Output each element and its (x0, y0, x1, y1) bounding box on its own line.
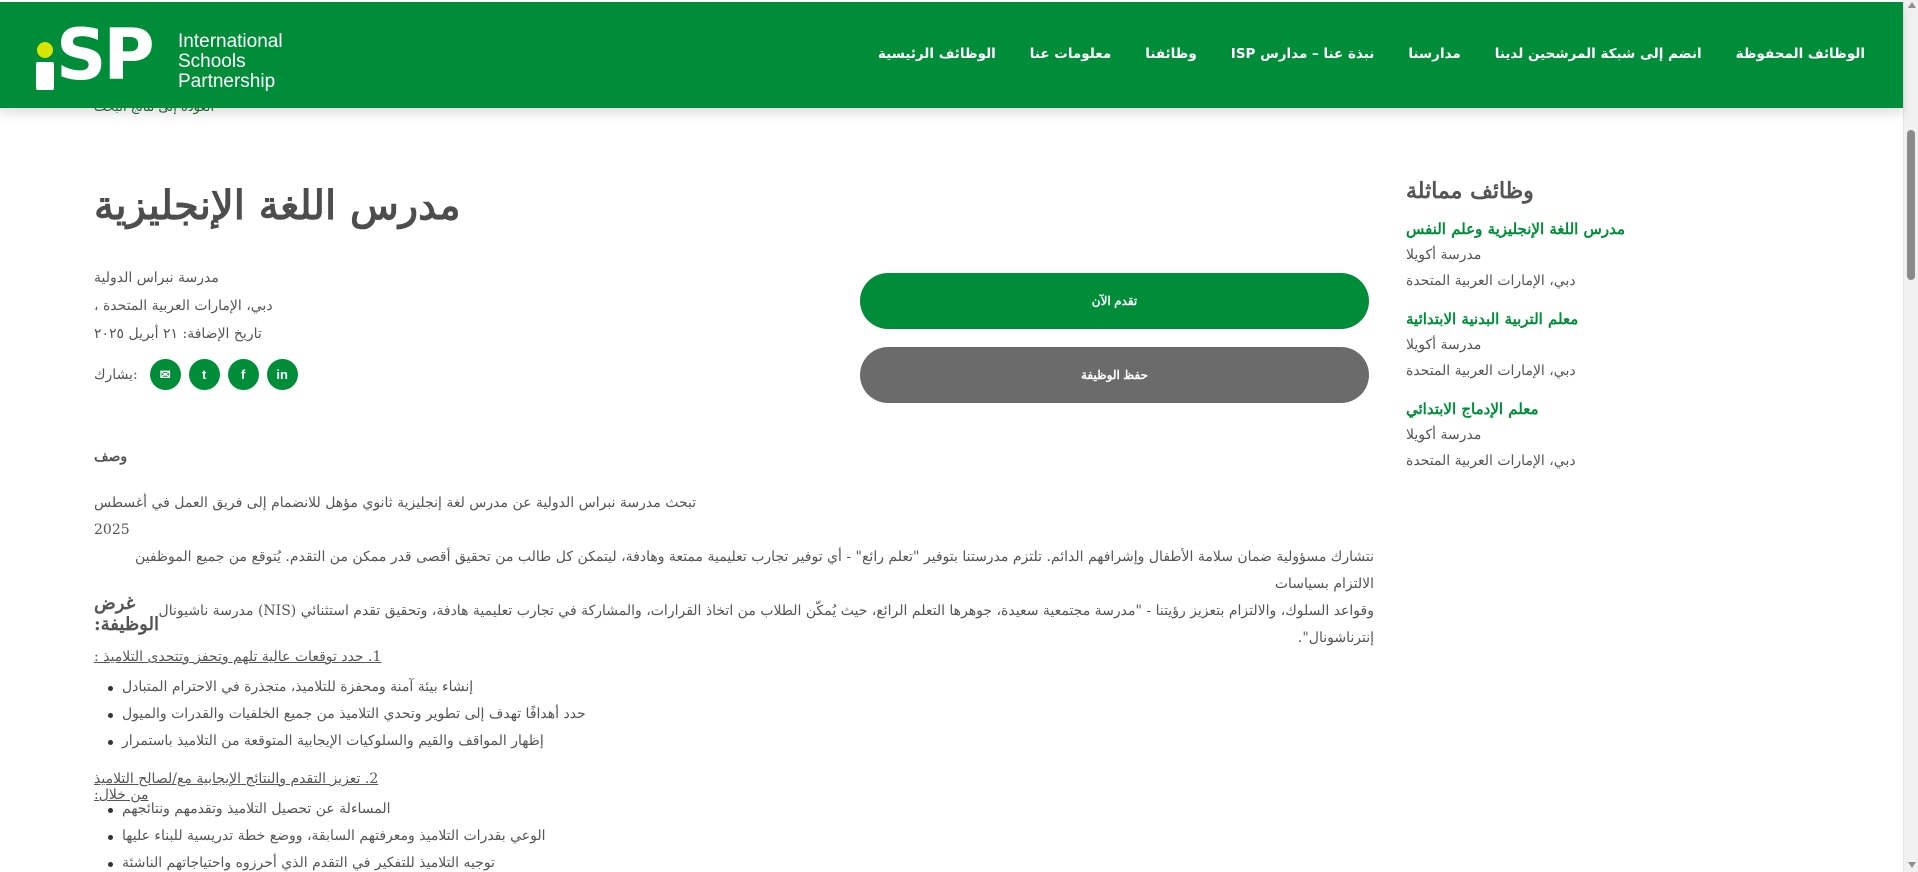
email-icon[interactable]: ✉ (150, 359, 181, 390)
list-item: إنشاء بيئة آمنة ومحفزة للتلاميذ، متجذرة في الاحترام المتبادل (94, 674, 694, 701)
purpose-list (94, 674, 1374, 755)
similar-job-item (1406, 396, 1706, 474)
list-item: المساءلة عن تحصيل التلاميذ وتقدمهم ونتائجهم (94, 796, 694, 823)
page-title: مدرس اللغة الإنجليزية (94, 182, 461, 229)
nav-about-isp-schools[interactable]: ISP نبذة عنا – مدارس (1230, 46, 1375, 62)
nav-about-us[interactable]: معلومات عنا (1029, 46, 1112, 62)
similar-job-link[interactable]: معلم الإدماج الابتدائي (1406, 400, 1539, 418)
similar-job-school: مدرسة أكويلا (1406, 427, 1482, 443)
logo-mark (36, 14, 168, 96)
linkedin-icon[interactable]: in (267, 359, 298, 390)
description-paragraph: نتشارك مسؤولية ضمان سلامة الأطفال وإشرافهم الدائم. تلتزم مدرستنا بتوفير "تعلم رائع" - أي توفير تجارب تعليمية ممتعة وهادفة، ليتمكن كل طالب من تحقيق أقصى قدر ممكن من التقدم. يُتوقع من جميع الموظفين الالتزام بسياسات (134, 549, 1374, 592)
nav-join-talent-network[interactable]: انضم إلى شبكة المرشحين لدينا (1494, 46, 1702, 62)
logo-text-line: International (178, 31, 283, 52)
logo-text-line: Partnership (178, 71, 276, 92)
nav-our-schools[interactable]: مدارسنا (1408, 46, 1461, 62)
similar-job-location: دبي، الإمارات العربية المتحدة (1406, 273, 1576, 289)
scroll-thumb[interactable] (1907, 130, 1915, 280)
similar-job-item (1406, 216, 1706, 294)
similar-job-item (1406, 306, 1706, 384)
purpose-subheading: 2. تعزيز التقدم والنتائج الإيجابية مع/لصالح التلاميذ من خلال: (94, 771, 379, 803)
similar-job-school: مدرسة أكويلا (1406, 247, 1482, 263)
scroll-down-arrow-icon[interactable] (1908, 862, 1916, 868)
logo-text-line: Schools (178, 51, 246, 72)
similar-jobs-title: وظائف مماثلة (1406, 178, 1534, 204)
purpose-subheading: 1. حدد توقعات عالية تلهم وتحفز وتتحدى التلاميذ : (94, 649, 382, 665)
job-meta (94, 264, 314, 348)
nav-our-jobs[interactable]: وظائفنا (1145, 46, 1197, 62)
site-header (0, 2, 1903, 108)
job-school: مدرسة نبراس الدولية (94, 270, 219, 286)
nav-main-jobs[interactable]: الوظائف الرئيسية (877, 46, 996, 62)
similar-job-school: مدرسة أكويلا (1406, 337, 1482, 353)
facebook-icon[interactable]: f (228, 359, 259, 390)
description-body (94, 490, 1374, 652)
list-item: إظهار المواقف والقيم والسلوكيات الإيجابية المتوقعة من التلاميذ باستمرار (94, 728, 694, 755)
list-item: حدد أهدافًا تهدف إلى تطوير وتحدي التلاميذ من جميع الخلفيات والقدرات والميول (94, 701, 694, 728)
similar-jobs-sidebar (1406, 178, 1706, 486)
job-posted-date: تاريخ الإضافة: ٢١ أبريل ٢٠٢٥ (94, 326, 262, 342)
list-item: توجيه التلاميذ للتفكير في التقدم الذي أحرزوه واحتياجاتهم الناشئة (94, 850, 694, 872)
logo-dot (37, 42, 53, 58)
description-paragraph: وقواعد السلوك، والالتزام بتعزيز رؤيتنا - "مدرسة مجتمعية سعيدة، جوهرها التعلم الرائع، حيث يُمكّن الطلاب من اتخاذ القرارات، والمشاركة في تجارب تعليمية هادفة، وتحقيق تقدم استثنائي (NIS) مدرسة ناشيونال إنترناشونال". (158, 603, 1374, 646)
similar-job-location: دبي، الإمارات العربية المتحدة (1406, 363, 1576, 379)
share-label: يشارك: (94, 366, 138, 383)
similar-job-link[interactable]: مدرس اللغة الإنجليزية وعلم النفس (1406, 220, 1626, 238)
isp-logo[interactable] (36, 14, 283, 96)
page-scrollbar[interactable] (1903, 0, 1918, 872)
description-paragraph: تبحث مدرسة نبراس الدولية عن مدرس لغة إنجليزية ثانوي مؤهل للانضمام إلى فريق العمل في أغسطس 2025 (94, 495, 697, 538)
job-location: دبي، الإمارات العربية المتحدة ، (94, 298, 273, 314)
description-heading: وصف (94, 449, 128, 465)
scroll-up-arrow-icon[interactable] (1908, 2, 1916, 8)
purpose-list (94, 796, 1374, 872)
job-purpose-heading: غرض الوظيفة: (94, 593, 159, 635)
similar-job-link[interactable]: معلم التربية البدنية الابتدائية (1406, 310, 1579, 328)
apply-now-button[interactable]: تقدم الآن (860, 273, 1369, 329)
save-job-button[interactable]: حفظ الوظيفة (860, 347, 1369, 403)
logo-i-stem (36, 62, 54, 90)
twitter-icon[interactable]: t (189, 359, 220, 390)
list-item: الوعي بقدرات التلاميذ ومعرفتهم السابقة، ووضع خطة تدريسية للبناء عليها (94, 823, 694, 850)
nav-saved-jobs[interactable]: الوظائف المحفوظة (1735, 46, 1865, 62)
logo-text (178, 32, 283, 92)
similar-job-location: دبي، الإمارات العربية المتحدة (1406, 453, 1576, 469)
logo-sp: SP (56, 14, 152, 96)
main-nav (878, 46, 1865, 62)
share-bar (94, 359, 298, 390)
